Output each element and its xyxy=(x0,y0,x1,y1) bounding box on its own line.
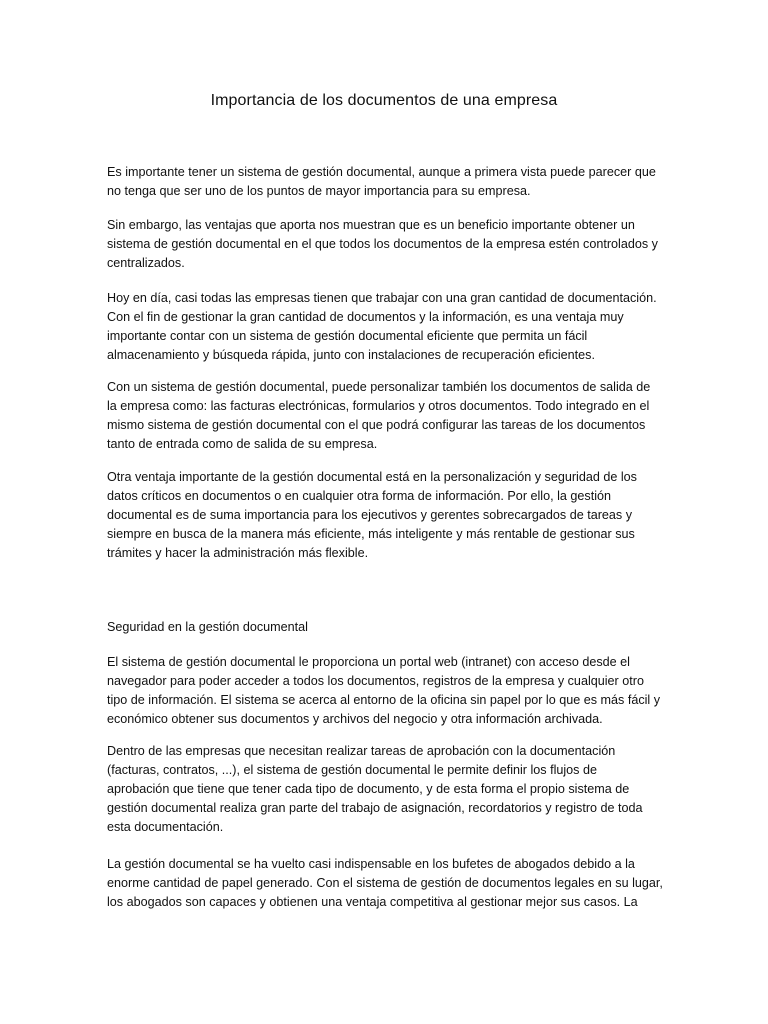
paragraph-line: aprobación que tiene que tener cada tipo de documento, y de esta forma el propio sistema de xyxy=(107,782,630,796)
paragraph-line: gestión documental realiza gran parte del trabajo de asignación, recordatorios y registro de toda xyxy=(107,801,643,815)
paragraph-1 xyxy=(107,163,663,201)
paragraph-line: importante contar con un sistema de gestión documental eficiente que permita un fácil xyxy=(107,329,588,343)
paragraph-line: Hoy en día, casi todas las empresas tienen que trabajar con una gran cantidad de documentación. xyxy=(107,291,657,305)
paragraph-line: mismo sistema de gestión documental con el que podrá configurar las tareas de los documentos xyxy=(107,418,646,432)
paragraph-line: esta documentación. xyxy=(107,820,224,834)
paragraph-line: almacenamiento y búsqueda rápida, junto con instalaciones de recuperación eficientes. xyxy=(107,348,595,362)
paragraph-line: sistema de gestión documental en el que todos los documentos de la empresa estén controlados y xyxy=(107,237,658,251)
paragraph-line: El sistema de gestión documental le proporciona un portal web (intranet) con acceso desde el xyxy=(107,655,630,669)
document-title: Importancia de los documentos de una empresa xyxy=(210,92,558,109)
paragraph-line: los abogados son capaces y obtienen una ventaja competitiva al gestionar mejor sus casos. La xyxy=(107,895,638,909)
paragraph-line: Otra ventaja importante de la gestión documental está en la personalización y seguridad de los xyxy=(107,470,637,484)
section-heading: Seguridad en la gestión documental xyxy=(107,620,308,634)
paragraph-line: Con el fin de gestionar la gran cantidad de documentos y la información, es una ventaja muy xyxy=(107,310,624,324)
paragraph-line: la empresa como: las facturas electrónicas, formularios y otros documentos. Todo integrado en el xyxy=(107,399,650,413)
paragraph-6 xyxy=(107,653,663,729)
paragraph-line: tipo de información. El sistema se acerca al entorno de la oficina sin papel por lo que es más fácil y xyxy=(107,693,661,707)
paragraph-line: La gestión documental se ha vuelto casi indispensable en los bufetes de abogados debido a la xyxy=(107,857,635,871)
paragraph-line: Con un sistema de gestión documental, puede personalizar también los documentos de salida de xyxy=(107,380,651,394)
paragraph-8 xyxy=(107,855,663,912)
paragraph-line: datos críticos en documentos o en cualquier otra forma de información. Por ello, la gestión xyxy=(107,489,612,503)
paragraph-line: enorme cantidad de papel generado. Con el sistema de gestión de documentos legales en su lugar, xyxy=(107,876,663,890)
paragraph-2 xyxy=(107,216,663,273)
paragraph-line: tanto de entrada como de salida de su empresa. xyxy=(107,437,378,451)
paragraph-7 xyxy=(107,742,663,837)
paragraph-line: trámites y hacer la administración más flexible. xyxy=(107,546,369,560)
paragraph-3 xyxy=(107,289,663,365)
paragraph-line: siempre en busca de la manera más eficiente, más inteligente y más rentable de gestionar sus xyxy=(107,527,635,541)
paragraph-line: centralizados. xyxy=(107,256,185,270)
paragraph-4 xyxy=(107,378,663,454)
paragraph-line: documental es de suma importancia para los ejecutivos y gerentes sobrecargados de tareas y xyxy=(107,508,633,522)
paragraph-line: Es importante tener un sistema de gestión documental, aunque a primera vista puede parecer que xyxy=(107,165,656,179)
paragraph-line: (facturas, contratos, ...), el sistema de gestión documental le permite definir los flujos de xyxy=(107,763,597,777)
paragraph-line: Dentro de las empresas que necesitan realizar tareas de aprobación con la documentación xyxy=(107,744,616,758)
paragraph-line: Sin embargo, las ventajas que aporta nos muestran que es un beneficio importante obtener un xyxy=(107,218,635,232)
paragraph-line: no tenga que ser uno de los puntos de mayor importancia para su empresa. xyxy=(107,184,531,198)
paragraph-line: navegador para poder acceder a todos los documentos, registros de la empresa y cualquier otro xyxy=(107,674,644,688)
paragraph-line: económico obtener sus documentos y archivos del negocio y otra información archivada. xyxy=(107,712,603,726)
paragraph-5 xyxy=(107,468,663,563)
